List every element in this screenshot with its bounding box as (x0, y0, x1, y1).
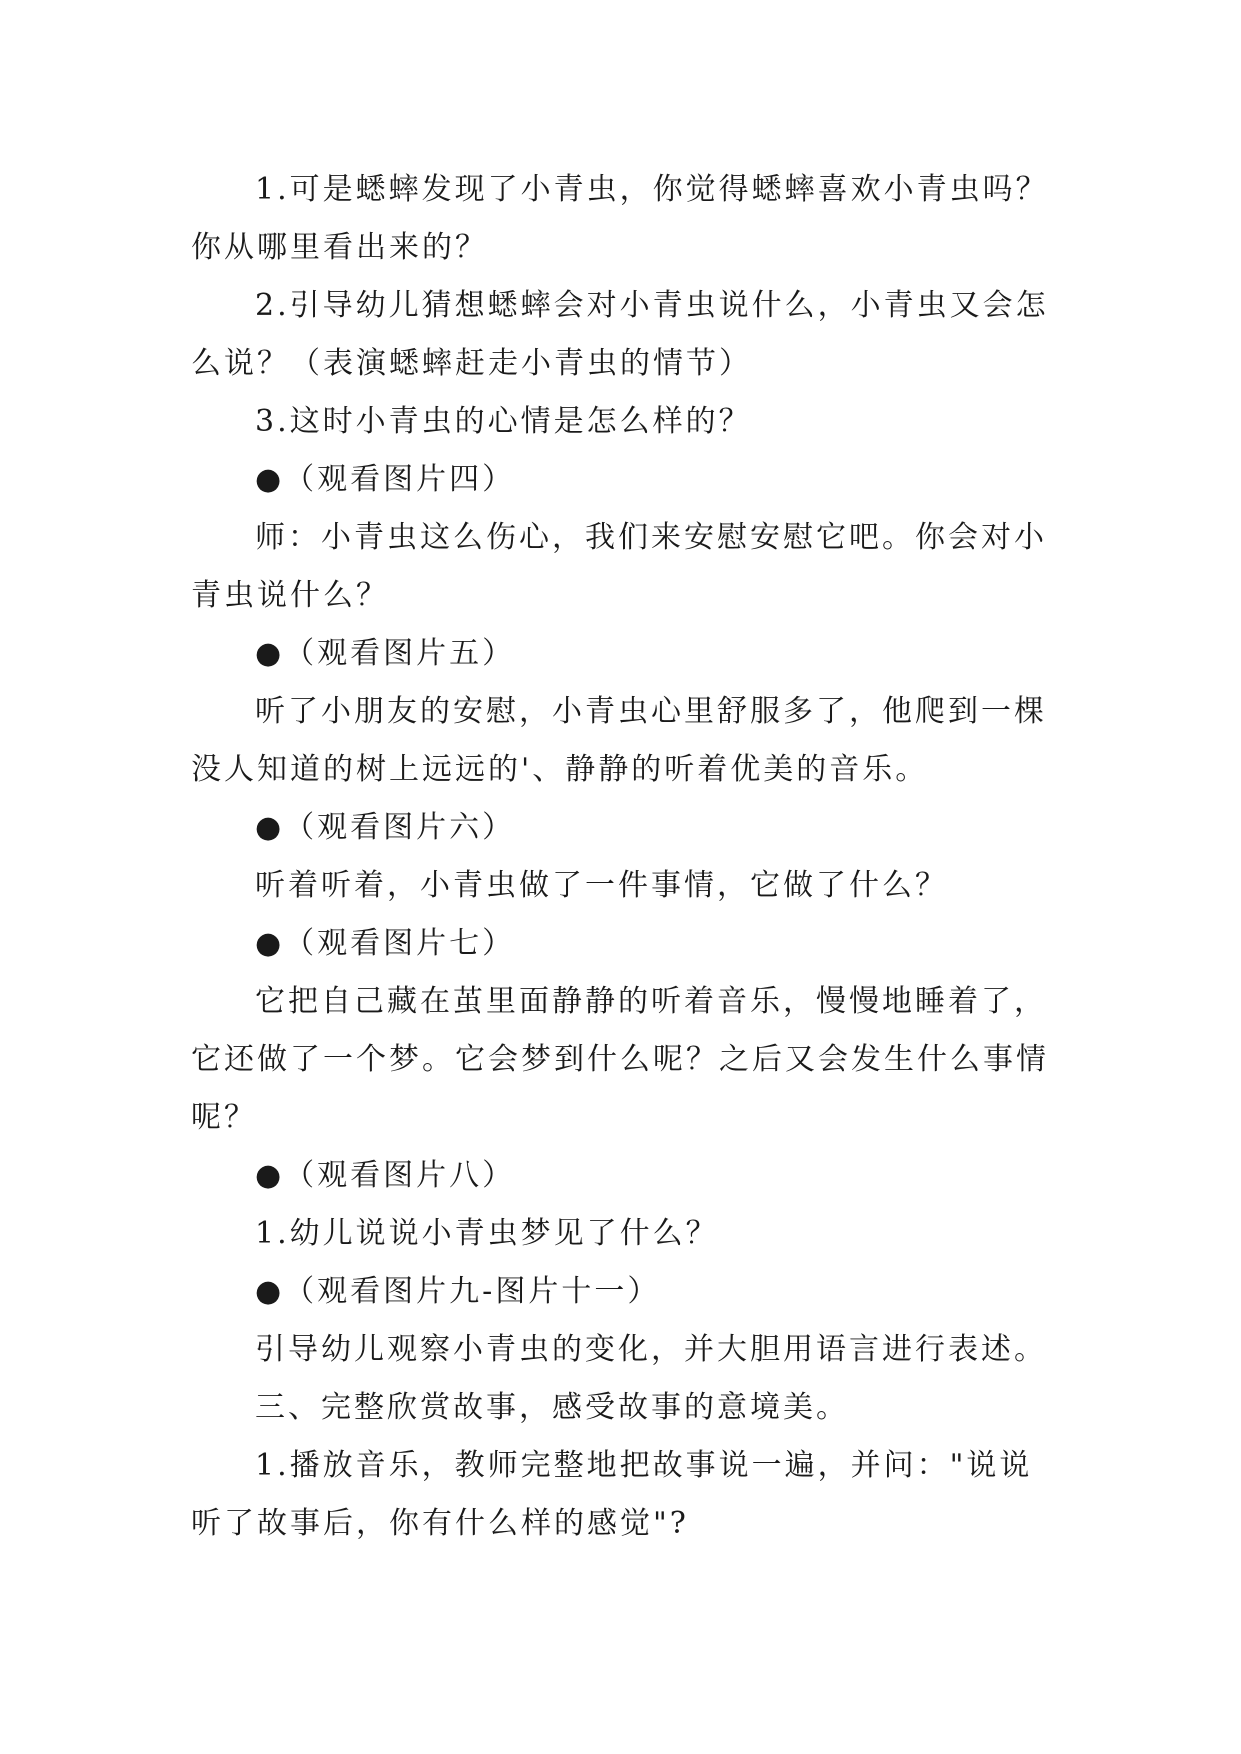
paragraph-line: 听着听着，小青虫做了一件事情，它做了什么？ (255, 868, 948, 903)
paragraph-line: 你从哪里看出来的？ (191, 230, 488, 265)
section-heading: ●（观看图片九-图片十一） (255, 1274, 661, 1309)
section-heading: ●（观看图片七） (255, 926, 516, 961)
paragraph-line: 2.引导幼儿猜想蟋蟀会对小青虫说什么，小青虫又会怎 (255, 288, 1049, 323)
paragraph-line: 1.可是蟋蟀发现了小青虫，你觉得蟋蟀喜欢小青虫吗？ (255, 172, 1049, 207)
paragraph-line: 三、完整欣赏故事，感受故事的意境美。 (255, 1390, 849, 1425)
section-heading: ●（观看图片五） (255, 636, 516, 671)
paragraph-line: 听了小朋友的安慰，小青虫心里舒服多了，他爬到一棵 (255, 694, 1047, 729)
paragraph-line: 呢？ (191, 1100, 257, 1135)
paragraph-line: 么说？（表演蟋蟀赶走小青虫的情节） (191, 346, 752, 381)
paragraph-line: 没人知道的树上远远的'、静静的听着优美的音乐。 (191, 752, 929, 787)
paragraph-line: 青虫说什么？ (191, 578, 389, 613)
document-body (191, 161, 1081, 1553)
paragraph-line: 3.这时小青虫的心情是怎么样的？ (255, 404, 752, 439)
paragraph-line: 引导幼儿观察小青虫的变化，并大胆用语言进行表述。 (255, 1332, 1047, 1367)
paragraph-line: 师：小青虫这么伤心，我们来安慰安慰它吧。你会对小 (255, 520, 1047, 555)
paragraph-line: 1.播放音乐，教师完整地把故事说一遍，并问："说说 (255, 1448, 1033, 1483)
paragraph-line: 1.幼儿说说小青虫梦见了什么？ (255, 1216, 719, 1251)
section-heading: ●（观看图片六） (255, 810, 516, 845)
section-heading: ●（观看图片八） (255, 1158, 516, 1193)
section-heading: ●（观看图片四） (255, 462, 516, 497)
paragraph-line: 它把自己藏在茧里面静静的听着音乐，慢慢地睡着了， (255, 984, 1047, 1019)
paragraph-line: 听了故事后，你有什么样的感觉"? (191, 1506, 689, 1541)
paragraph-line: 它还做了一个梦。它会梦到什么呢？之后又会发生什么事情 (191, 1042, 1049, 1077)
